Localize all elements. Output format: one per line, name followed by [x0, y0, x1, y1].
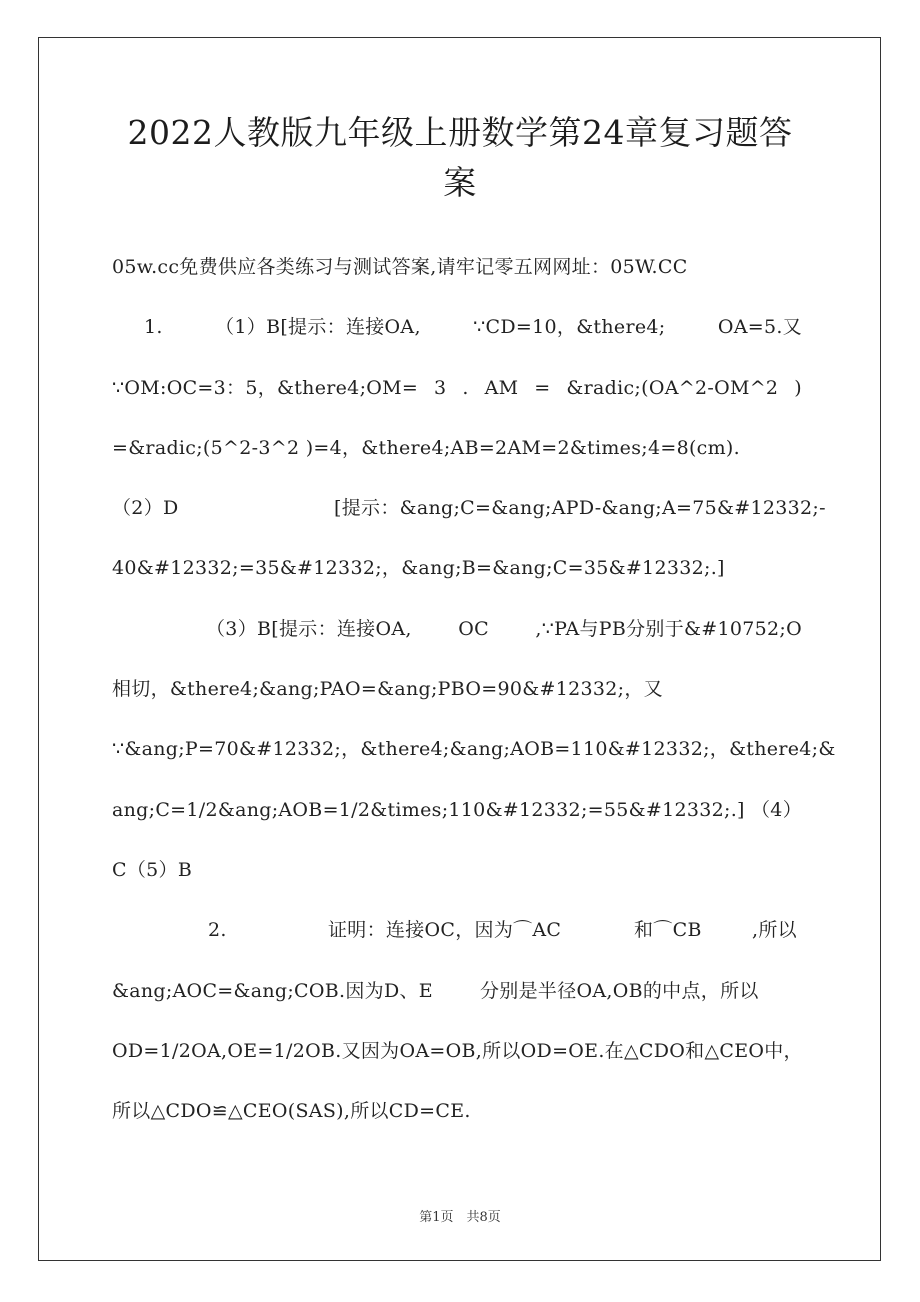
text-segment: ∵OM:OC=3：5，&there4;OM=	[112, 376, 419, 399]
document-title	[100, 108, 820, 208]
intro-line: 05w.cc免费供应各类练习与测试答案,请牢记零五网网址：05W.CC	[112, 256, 688, 278]
text-segment: )	[794, 376, 802, 399]
text-segment: 分别是半径OA,OB的中点，所以	[480, 979, 759, 1002]
text-segment: .	[462, 376, 469, 399]
text-segment: （3）B[提示：连接OA,	[206, 617, 412, 640]
text-segment: ,∵PA与PB分别于&#10752;O	[535, 617, 802, 640]
text-segment: AM	[484, 376, 519, 399]
q1-line-2	[112, 358, 802, 418]
text-segment: OA=5.又	[717, 316, 802, 339]
text-segment: OC	[458, 617, 489, 640]
q1-line-7: 相切，&there4;&ang;PAO=&ang;PBO=90&#12332;，又	[112, 678, 663, 701]
title-line-2: 案	[443, 163, 477, 202]
q1-line-4	[112, 478, 826, 538]
q2-line-3: OD=1/2OA,OE=1/2OB.又因为OA=OB,所以OD=OE.在△CDO和△CEO中，	[112, 1039, 803, 1062]
q2-line-2	[112, 961, 802, 1021]
text-segment: [提示：&ang;C=&ang;APD-&ang;A=75&#12332;-	[334, 497, 826, 520]
q1-line-1	[112, 297, 802, 357]
text-segment: &radic;(OA^2-OM^2	[566, 376, 779, 399]
q2-line-4: 所以△CDO≌△CEO(SAS),所以CD=CE.	[112, 1100, 471, 1123]
text-segment: 3	[434, 376, 447, 399]
title-line-1: 2022人教版九年级上册数学第24章复习题答	[127, 113, 793, 152]
text-segment: ∵CD=10，&there4;	[473, 316, 666, 339]
text-segment: &ang;AOC=&ang;COB.因为D、E	[112, 979, 433, 1002]
q1-line-6	[112, 599, 802, 659]
page-footer: 第1页 共8页	[419, 1210, 501, 1225]
text-segment: 证明：连接OC，因为⌒AC	[328, 919, 562, 942]
text-segment: （1）B[提示：连接OA,	[215, 316, 421, 339]
q2-line-1	[112, 900, 802, 960]
text-segment: （2）D	[112, 497, 179, 520]
text-segment: 和⌒CB	[634, 919, 702, 942]
text-segment: （4）	[751, 798, 802, 821]
q1-line-10: C（5）B	[112, 858, 193, 881]
q2-number: 2.	[208, 919, 227, 942]
text-segment: =	[534, 376, 551, 399]
q1-line-5: 40&#12332;=35&#12332;，&ang;B=&ang;C=35&#12332;.]	[112, 557, 725, 580]
q1-line-3: =&radic;(5^2-3^2 )=4，&there4;AB=2AM=2&times;4=8(cm).	[112, 436, 740, 459]
text-segment: ,所以	[752, 919, 797, 942]
q1-line-8: ∵&ang;P=70&#12332;，&there4;&ang;AOB=110&#12332;，&there4;&	[112, 738, 836, 761]
text-segment: ang;C=1/2&ang;AOB=1/2&times;110&#12332;=55&#12332;.]	[112, 798, 745, 821]
q1-number: 1.	[144, 316, 163, 339]
q1-line-9	[112, 780, 802, 840]
document-body	[112, 237, 836, 1141]
